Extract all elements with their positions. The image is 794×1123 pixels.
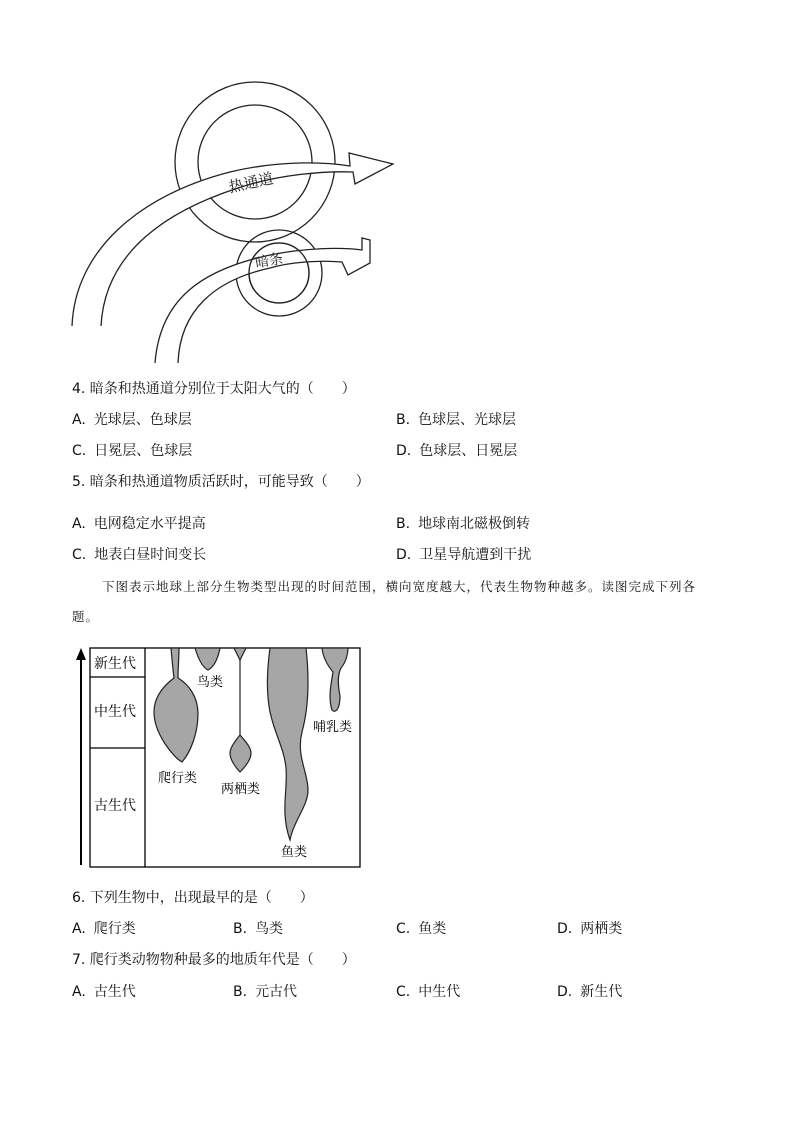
option-label: B.: [233, 984, 248, 1000]
q7-option-b[interactable]: [233, 983, 297, 1001]
era-paleozoic: 古生代: [94, 798, 136, 814]
option-label: B.: [233, 921, 248, 937]
q4-option-d[interactable]: [396, 442, 517, 460]
option-text: 鱼类: [418, 921, 447, 937]
option-label: C.: [72, 443, 87, 459]
outer-ring-large: [175, 82, 335, 242]
option-label: D.: [396, 443, 412, 459]
intro-line-1: 下图表示地球上部分生物类型出现的时间范围，横向宽度越大，代表生物物种越多。读图完成下列各: [102, 579, 697, 594]
option-text: 地球南北磁极倒转: [418, 516, 531, 532]
q7-option-a[interactable]: [72, 983, 136, 1001]
option-label: D.: [396, 547, 412, 563]
q4-option-c[interactable]: [72, 442, 192, 460]
q6-option-b[interactable]: [233, 920, 283, 938]
question-6-stem: 6. 下列生物中，出现最早的是（ ）: [72, 890, 314, 906]
fish-range: [267, 648, 308, 840]
option-label: D.: [557, 984, 573, 1000]
q5-option-b[interactable]: [396, 515, 530, 533]
option-text: 元古代: [255, 984, 298, 1000]
label-reptiles: 爬行类: [158, 771, 198, 786]
solar-diagram: [60, 80, 400, 370]
option-text: 日冕层、色球层: [94, 443, 193, 459]
geologic-life-chart: [70, 640, 370, 875]
q4-option-b[interactable]: [396, 411, 516, 429]
option-text: 中生代: [418, 984, 461, 1000]
era-cenozoic: 新生代: [94, 656, 136, 672]
option-label: C.: [396, 984, 411, 1000]
mammal-range: [322, 648, 348, 711]
intro-line-2: 题。: [72, 609, 100, 624]
era-mesozoic: 中生代: [94, 704, 136, 720]
option-text: 两栖类: [580, 921, 623, 937]
chart-frame: [90, 648, 360, 867]
q7-option-c[interactable]: [396, 983, 460, 1001]
inner-ring-large: [198, 105, 312, 219]
option-label: A.: [72, 516, 86, 532]
amphibian-range: [230, 735, 251, 772]
q6-option-c[interactable]: [396, 920, 446, 938]
reptile-range: [154, 648, 198, 762]
option-text: 色球层、日冕层: [419, 443, 518, 459]
option-label: C.: [72, 547, 87, 563]
q5-option-a[interactable]: [72, 515, 206, 533]
option-label: B.: [396, 412, 411, 428]
option-text: 光球层、色球层: [93, 412, 192, 428]
option-text: 电网稳定水平提高: [93, 516, 206, 532]
option-label: C.: [396, 921, 411, 937]
question-5-stem: 5. 暗条和热通道物质活跃时，可能导致（ ）: [72, 474, 370, 490]
option-text: 地表白昼时间变长: [94, 547, 207, 563]
option-text: 鸟类: [255, 921, 284, 937]
option-text: 色球层、光球层: [418, 412, 517, 428]
q6-option-d[interactable]: [557, 920, 622, 938]
option-label: A.: [72, 921, 86, 937]
q6-option-a[interactable]: [72, 920, 136, 938]
question-4-stem: 4. 暗条和热通道分别位于太阳大气的（ ）: [72, 381, 356, 397]
option-label: B.: [396, 516, 411, 532]
option-text: 新生代: [580, 984, 623, 1000]
q7-option-d[interactable]: [557, 983, 622, 1001]
option-text: 卫星导航遭到干扰: [419, 547, 532, 563]
q4-option-a[interactable]: [72, 411, 192, 429]
option-label: D.: [557, 921, 573, 937]
heat-channel-label: 热通道: [227, 169, 276, 197]
label-birds: 鸟类: [197, 675, 224, 690]
option-label: A.: [72, 984, 86, 1000]
label-mammals: 哺乳类: [313, 720, 353, 735]
option-label: A.: [72, 412, 86, 428]
q5-option-c[interactable]: [72, 546, 206, 564]
label-fishes: 鱼类: [281, 845, 308, 860]
q5-option-d[interactable]: [396, 546, 531, 564]
option-text: 爬行类: [93, 921, 136, 937]
bird-range: [195, 648, 220, 670]
option-text: 古生代: [93, 984, 136, 1000]
label-amphibians: 两栖类: [221, 782, 261, 797]
question-7-stem: 7. 爬行类动物物种最多的地质年代是（ ）: [72, 952, 356, 968]
dark-strip-label: 暗条: [254, 250, 285, 272]
